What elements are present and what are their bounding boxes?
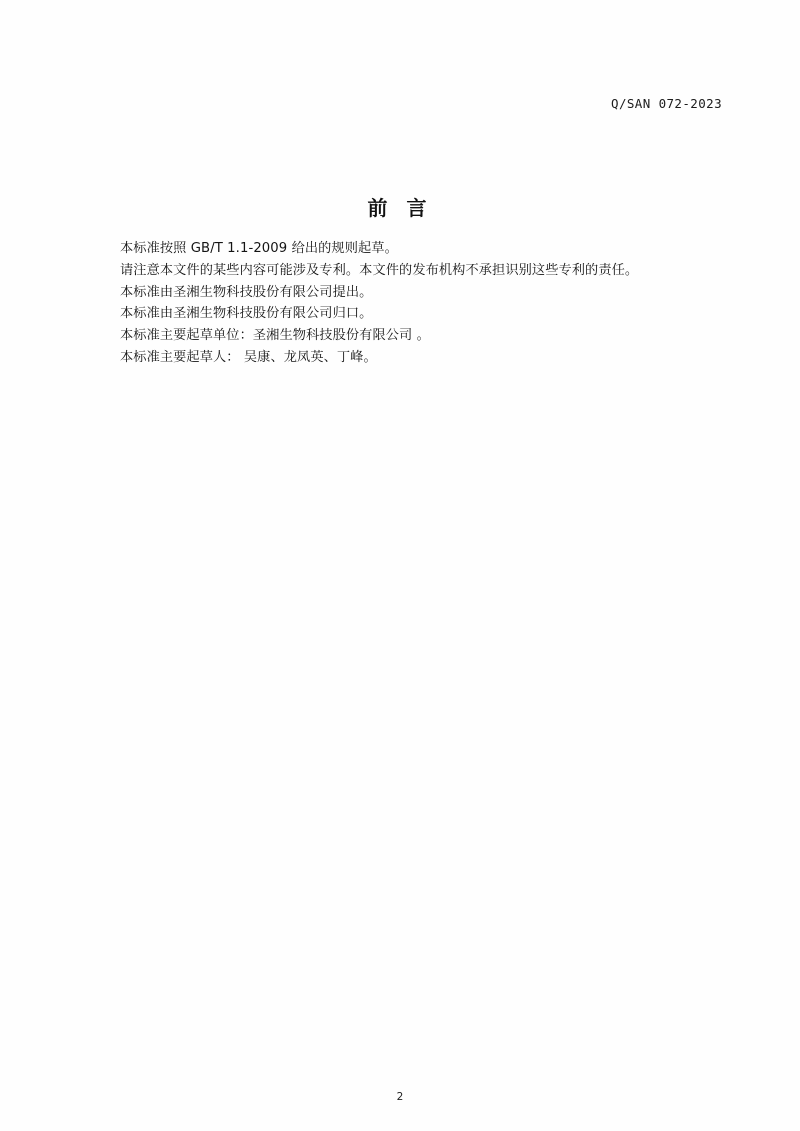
foreword-line: 本标准按照 GB/T 1.1-2009 给出的规则起草。 — [120, 241, 398, 256]
standard-code-header: Q/SAN 072-2023 — [611, 96, 722, 111]
page-title: 前 言 — [367, 196, 433, 220]
page-number-footer: 2 — [396, 1091, 404, 1103]
foreword-line: 本标准由圣湘生物科技股份有限公司归口。 — [120, 306, 373, 322]
foreword-body — [120, 238, 690, 369]
foreword-line: 本标准主要起草单位：圣湘生物科技股份有限公司 。 — [120, 328, 430, 344]
foreword-line: 请注意本文件的某些内容可能涉及专利。本文件的发布机构不承担识别这些专利的责任。 — [120, 262, 639, 278]
foreword-line: 本标准由圣湘生物科技股份有限公司提出。 — [120, 284, 373, 300]
foreword-line: 本标准主要起草人： 吴康、龙凤英、丁峰。 — [120, 349, 377, 365]
